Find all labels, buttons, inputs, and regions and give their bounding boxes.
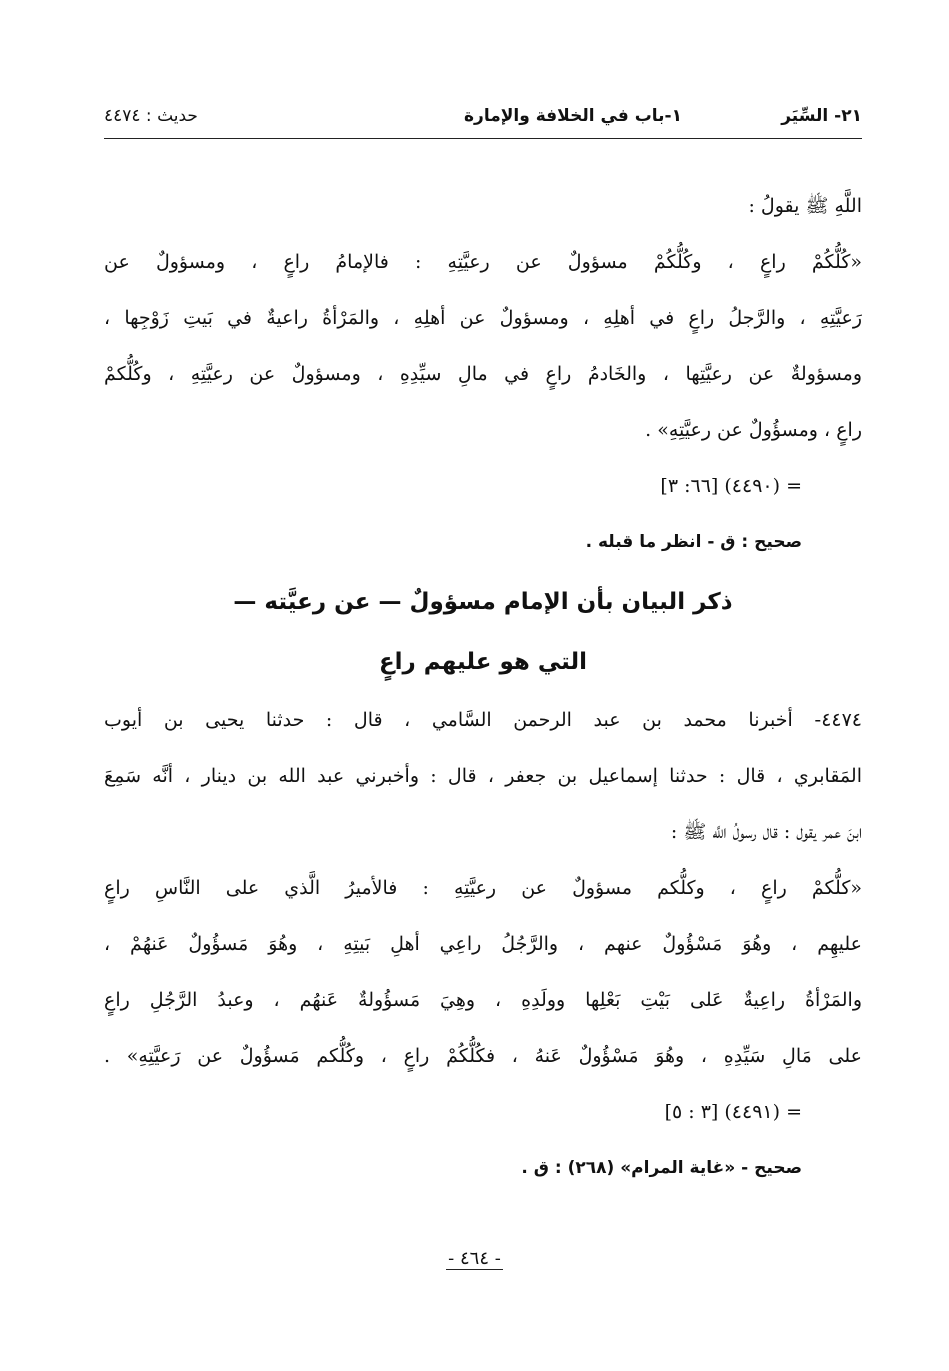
matn-line: «كلُّكمْ راعٍ ، وكلُّكم مسؤولٌ عن رعيَّتِهِ : فالأميرُ الَّذي على النَّاسِ راعٍ [104,877,862,899]
chapter-title: ٢١- السِّيَر [781,106,862,126]
matn-line: على مَالِ سَيِّدِهِ ، وهُوَ مَسْؤُولٌ عَنهُ ، فكُلُّكُمْ راعٍ ، وكُلُّكم مَسؤُولٌ عن رَعيَّتِهِ» . [104,1045,862,1067]
chapter-heading-line-2: التي هو عليهم راعٍ [378,649,588,675]
matn-line: والمَرْأةُ راعِيةٌ عَلى بَيْتِ بَعْلِها وولَدِهِ ، وهِيَ مَسؤُولةٌ عَنهُم ، وعبدُ الرَّجُلِ راعٍ [104,989,862,1011]
matn-line: عليهِم ، وهُوَ مَسْؤُولٌ عنهم ، والرَّجُلُ راعِي أهلِ بَيتِهِ ، وهُوَ مَسؤُولٌ عَنهُمْ ، [104,933,862,955]
isnad-text: أخبرنا محمد بن عبد الرحمن السَّامي ، قال : حدثنا يحيى بن أيوب [104,709,793,731]
hadith-number: ٤٤٧٤- [814,709,862,731]
isnad-line: المَقابري ، قال : حدثنا إسماعيل بن جعفر ، قال : وأخبرني عبد الله بن دينار ، أنَّه سَمِعَ [104,765,862,787]
page-number-text: - ٤٦٤ - [448,1248,501,1269]
cross-reference: = (٤٤٩٠) [٦٦: ٣] [660,475,802,497]
running-header [104,98,862,139]
hadith-grading: صحيح : ق - انظر ما قبله . [585,532,802,552]
cross-reference: = (٤٤٩١) [٣ : ٥] [664,1101,802,1123]
text-line: ومسؤولةٌ عن رعيَّتِها ، والخَادمُ راعٍ في مالِ سيِّدِهِ ، ومسؤولٌ عن رعيَّتِهِ ، وكُلُّكمْ [104,363,862,385]
text-line: راعٍ ، ومسؤُولٌ عن رعيَّتِهِ» . [645,419,862,441]
text-line: رَعيَّتِهِ ، والرَّجلُ راعٍ في أهلِهِ ، ومسؤولٌ عن أهلِهِ ، والمَرْأةُ راعيةٌ في بَيتِ زَوْجِها ، [104,307,862,329]
section-title: ١-باب في الخلافة والإمارة [464,106,682,126]
chapter-heading-line-1: ذكر البيان بأن الإمام مسؤولٌ — عن رعيَّته — [233,589,733,615]
text-line: اللَّهِ ﷺ يقولُ : [748,195,862,217]
hadith-reference: حديث : ٤٤٧٤ [104,106,198,126]
isnad-line [104,692,862,748]
page-number [0,1248,949,1270]
isnad-line: ابنَ عمر يقول : قال رسولُ اللَّه ﷺ : [670,821,862,843]
page-body [104,178,862,1198]
text-line: «كُلُّكُمْ راعٍ ، وكُلُّكُمْ مسؤولٌ عن رعيَّتِهِ : فالإمامُ راعٍ ، ومسؤولٌ عن [104,251,862,273]
hadith-grading: صحيح - «غاية المرام» (٢٦٨) : ق . [521,1158,802,1178]
